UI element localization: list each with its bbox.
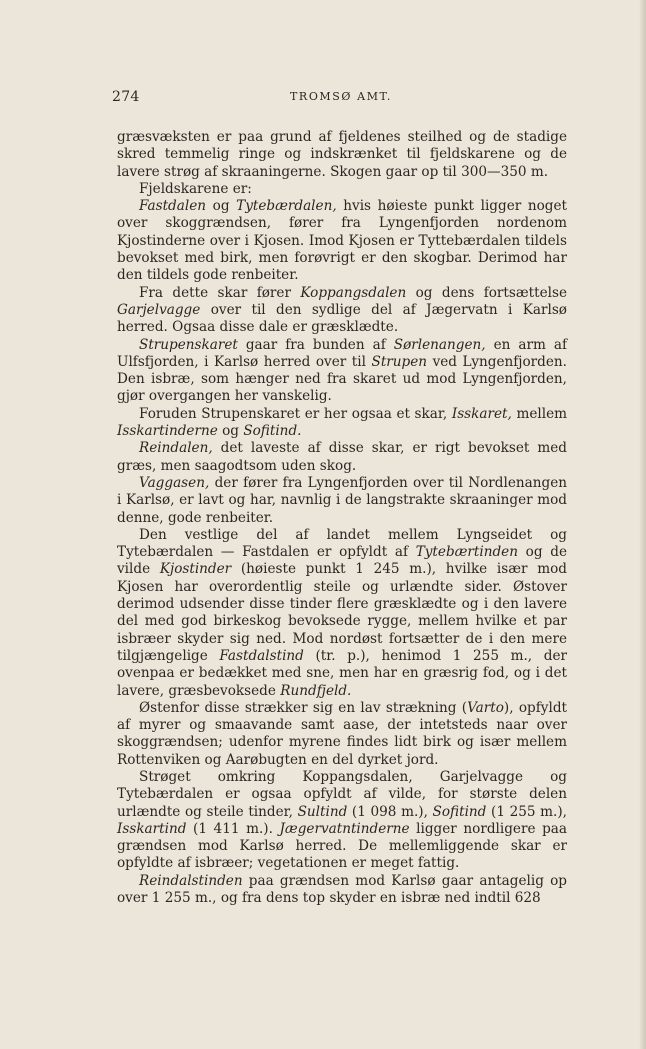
italic-term: Isskartinderne — [117, 423, 218, 440]
text-run: og de vilde — [117, 544, 568, 578]
text-run: Den vestlige del af landet mellem Lyngseidet og Tytebærdalen — Fastdalen er opfyldt af — [117, 526, 567, 561]
text-run: og dens fortsættelse — [406, 284, 567, 301]
text-run: paa grændsen mod Karlsø gaar antagelig op over 1 255 m., og fra dens top skyder en isbræ ned indtil 628 — [117, 872, 567, 907]
text-run: (1 098 m.), — [347, 803, 433, 820]
paragraph — [117, 181, 567, 198]
text-run: Strøget omkring Koppangsdalen, Garjelvagge og Tytebærdalen er ogsaa opfyldt af vilde, for største delen urlændte og steile tinder, — [117, 768, 567, 820]
body-text — [117, 129, 567, 907]
text-run: (1 255 m.), — [486, 803, 568, 820]
text-run: Foruden Strupenskaret er her ogsaa et skar, — [139, 405, 452, 422]
text-run: og — [217, 423, 244, 440]
text-run: Fra dette skar fører — [139, 284, 301, 301]
page-header — [112, 89, 570, 109]
italic-term: Tytebærdalen, — [236, 198, 337, 215]
italic-term: Sofitind. — [243, 423, 302, 440]
paragraph — [117, 440, 567, 475]
text-run: det laveste af disse skar, er rigt bevokset med græs, men saagodtsom uden skog. — [117, 440, 567, 474]
italic-term: Strupenskaret — [139, 336, 238, 353]
page-edge — [639, 0, 646, 1049]
italic-term: Sultind — [297, 803, 348, 820]
italic-term: Rundfjeld. — [280, 682, 352, 699]
italic-term: Fastdalen — [139, 198, 207, 215]
italic-term: Fastdalstind — [219, 647, 304, 664]
italic-term: Reindalen, — [139, 440, 213, 457]
paragraph — [117, 198, 567, 284]
text-run: (tr. p.), henimod 1 255 m., der ovenpaa er bedækket med sne, men har en græsrig fod, og i det lavere, græsbevoksede — [117, 647, 567, 699]
text-run: (1 411 m.). — [186, 820, 280, 837]
italic-term: Koppangsdalen — [300, 284, 407, 301]
text-run: mellem — [511, 405, 568, 422]
text-run: ), opfyldt af myrer og smaavande samt aase, der intetsteds naar over skoggrændsen; udenfor myrene findes lidt birk og især mellem Rottenviken og Aarøbugten en del dyrket jord. — [117, 699, 567, 768]
italic-term: Sørlenangen, — [393, 336, 486, 353]
text-run: græsvæksten er paa grund af fjeldenes steilhed og de stadige skred temmelig ringe og indskrænket til fjeldskarene og de lavere strøg af skraaningerne. Skogen gaar op til 300—350 m. — [117, 129, 567, 180]
italic-term: Tytebærtinden — [415, 544, 518, 561]
italic-term: Kjostinder — [159, 561, 232, 578]
text-run: en arm af Ulfsfjorden, i Karlsø herred over til — [117, 336, 567, 370]
italic-term: Varto — [467, 699, 504, 716]
paragraph — [117, 769, 567, 873]
italic-term: Vaggasen, — [139, 474, 210, 491]
text-run: Fjeldskarene er: — [139, 180, 252, 197]
running-head: TROMSØ AMT. — [290, 90, 392, 103]
paragraph — [117, 475, 567, 527]
text-run: og — [206, 198, 237, 215]
page-number: 274 — [112, 89, 140, 105]
italic-term: Isskaret, — [451, 405, 512, 422]
italic-term: Strupen — [371, 353, 428, 370]
italic-term: Sofitind — [432, 803, 487, 820]
paragraph — [117, 873, 567, 908]
italic-term: Isskartind — [117, 820, 187, 837]
paragraph — [117, 337, 567, 406]
paragraph — [117, 129, 567, 181]
paragraph — [117, 285, 567, 337]
paragraph — [117, 527, 567, 700]
italic-term: Jægervatntinderne — [279, 820, 410, 837]
text-run: (høieste punkt 1 245 m.), hvilke især mod Kjosen har overordentlig steile og urlændte sider. Østover derimod udsender disse tinder flere græsklædte og i den lavere del med god birkeskog bevoksede rygge, mellem hvilke et par isbræer skyder sig ned. Mod nordøst fortsætter de i den mere tilgjængelige — [117, 561, 567, 664]
italic-term: Garjelvagge — [117, 301, 201, 318]
paragraph — [117, 700, 567, 769]
text-run: Østenfor disse strækker sig en lav strækning ( — [139, 699, 468, 716]
text-run: hvis høieste punkt ligger noget over skoggrændsen, fører fra Lyngenfjorden nordenom Kjostinderne over i Kjosen. Imod Kjosen er Tyttebærdalen tildels bevokset med birk, men forøvrigt er den skogbar. Derimod har den tildels gode renbeiter. — [117, 198, 567, 284]
paragraph — [117, 406, 567, 441]
text-run: der fører fra Lyngenfjorden over til Nordlenangen i Karlsø, er lavt og har, navnlig i de langstrakte skraaninger mod denne, gode renbeiter. — [117, 474, 567, 526]
text-run: gaar fra bunden af — [237, 336, 394, 353]
text-run: over til den sydlige del af Jægervatn i Karlsø herred. Ogsaa disse dale er græsklædte. — [117, 301, 567, 336]
text-run: ligger nordligere paa grændsen mod Karlsø herred. De mellemliggende skar er opfyldte af isbræer; vegetationen er meget fattig. — [117, 820, 567, 872]
text-run: ved Lyngenfjorden. Den isbræ, som hænger ned fra skaret ud mod Lyngenfjorden, gjør overgangen her vanskelig. — [117, 353, 568, 405]
italic-term: Reindalstinden — [139, 872, 243, 889]
